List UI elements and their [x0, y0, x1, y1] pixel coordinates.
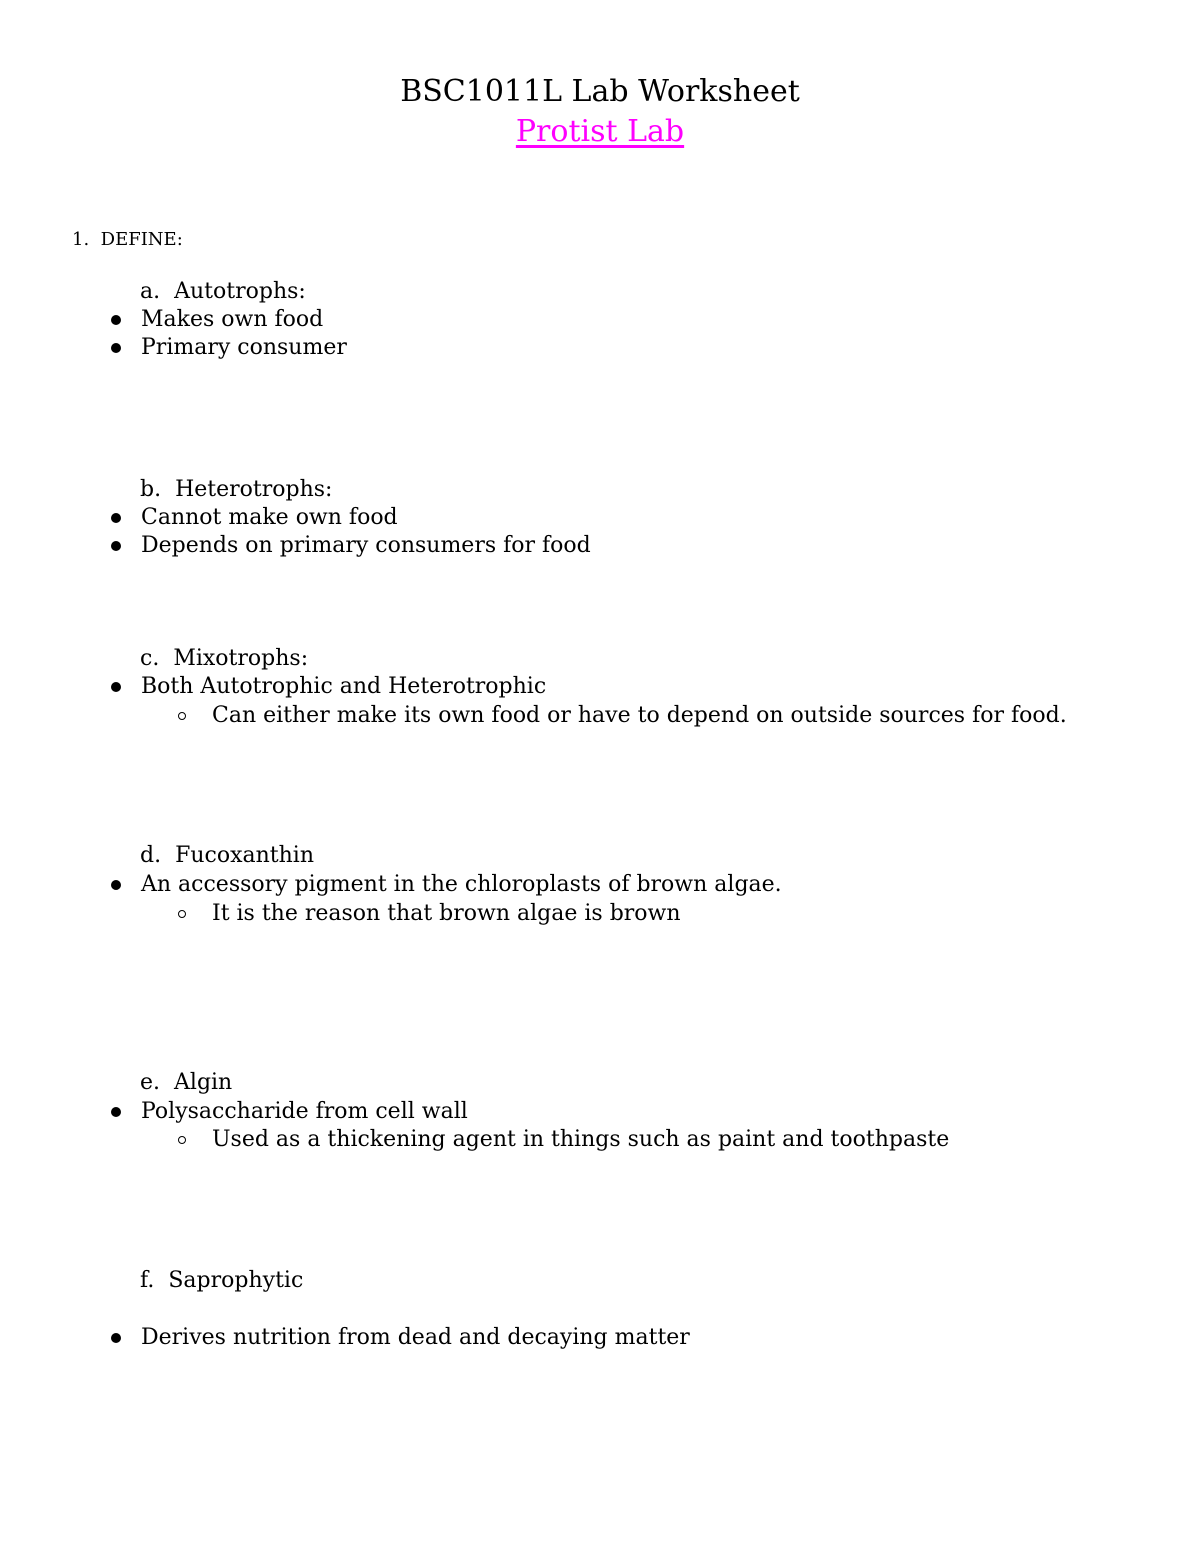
- hollow-bullet-icon: [178, 712, 186, 720]
- lab-subtitle: Protist Lab: [515, 114, 685, 149]
- term-heterotrophs: [140, 476, 332, 504]
- bullet-text: Depends on primary consumers for food: [141, 533, 591, 558]
- bullet-text: Polysaccharide from cell wall: [141, 1099, 468, 1124]
- worksheet-title: BSC1011L Lab Worksheet: [400, 74, 800, 109]
- term-fucoxanthin: [140, 842, 314, 870]
- term-label: c.: [140, 646, 160, 671]
- bullet-text: Makes own food: [141, 307, 324, 332]
- bullet-text: An accessory pigment in the chloroplasts of brown algae.: [141, 872, 782, 897]
- question-text: DEFINE:: [100, 229, 183, 250]
- term-name: Mixotrophs:: [173, 646, 309, 671]
- bullet-icon: [111, 682, 121, 692]
- term-name: Saprophytic: [168, 1268, 304, 1293]
- bullet-text: Primary consumer: [141, 335, 347, 360]
- term-mixotrophs: [140, 645, 308, 673]
- term-label: d.: [140, 843, 162, 868]
- hollow-bullet-icon: [178, 910, 186, 918]
- bullet-icon: [111, 343, 121, 353]
- bullet-text: Derives nutrition from dead and decaying matter: [141, 1325, 690, 1350]
- bullet-icon: [111, 1333, 121, 1343]
- question-heading: [72, 228, 183, 252]
- bullet-icon: [111, 880, 121, 890]
- term-name: Autotrophs:: [174, 279, 306, 304]
- term-label: b.: [140, 477, 162, 502]
- bullet-icon: [111, 541, 121, 551]
- term-label: e.: [140, 1070, 161, 1095]
- term-autotrophs: [140, 278, 306, 306]
- term-name: Fucoxanthin: [175, 843, 314, 868]
- bullet-icon: [111, 315, 121, 325]
- bullet-text: Cannot make own food: [141, 505, 398, 530]
- question-number: 1.: [72, 229, 90, 250]
- bullet-icon: [111, 513, 121, 523]
- term-name: Heterotrophs:: [175, 477, 333, 502]
- bullet-icon: [111, 1107, 121, 1117]
- term-algin: [140, 1069, 232, 1097]
- term-label: a.: [140, 279, 161, 304]
- sub-bullet-text: Can either make its own food or have to depend on outside sources for food.: [212, 703, 1067, 728]
- term-saprophytic: [140, 1267, 303, 1295]
- term-name: Algin: [174, 1070, 233, 1095]
- sub-bullet-text: Used as a thickening agent in things such as paint and toothpaste: [212, 1127, 950, 1152]
- term-label: f.: [140, 1268, 155, 1293]
- hollow-bullet-icon: [178, 1136, 186, 1144]
- sub-bullet-text: It is the reason that brown algae is brown: [212, 901, 681, 926]
- bullet-text: Both Autotrophic and Heterotrophic: [141, 674, 547, 699]
